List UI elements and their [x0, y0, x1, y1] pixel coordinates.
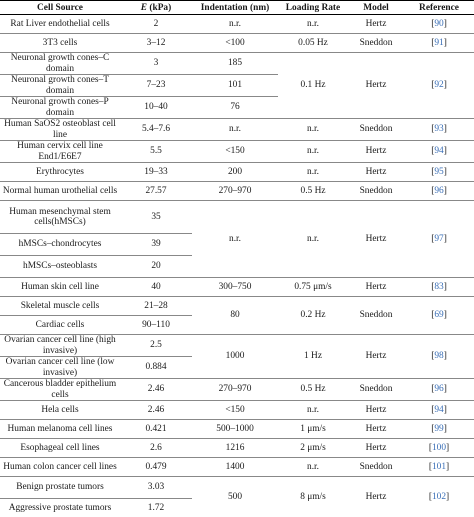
cell-model: Sneddon — [348, 297, 404, 335]
table-row — [0, 420, 474, 439]
cell-rate: n.r. — [278, 119, 348, 141]
reference-link[interactable]: 99 — [434, 424, 443, 434]
table-row — [0, 335, 474, 357]
cell-e: 1.72 — [120, 499, 192, 517]
cell-source: Human mesenchymal stem cells(hMSCs) — [0, 201, 120, 234]
cell-rate: n.r. — [278, 458, 348, 477]
cell-rate: 0.5 Hz — [278, 182, 348, 201]
table-row — [0, 141, 474, 163]
cell-reference: [99] — [404, 420, 474, 439]
cell-indentation: <100 — [192, 34, 278, 53]
reference-link[interactable]: 91 — [434, 38, 443, 48]
cell-source: Ovarian cancer cell line (high invasive) — [0, 335, 120, 357]
cell-indentation: 1000 — [192, 335, 278, 379]
reference-link[interactable]: 96 — [434, 384, 443, 394]
table-row — [0, 477, 474, 499]
cell-source: Aggressive prostate tumors — [0, 499, 120, 517]
cell-indentation: 300–750 — [192, 278, 278, 297]
table-row — [0, 53, 474, 75]
cell-e: 0.421 — [120, 420, 192, 439]
cell-reference: [93] — [404, 119, 474, 141]
cell-source: Cancerous bladder epithelium cells — [0, 379, 120, 401]
cell-e: 27.57 — [120, 182, 192, 201]
reference-link[interactable]: 93 — [434, 124, 443, 134]
cell-e: 3–12 — [120, 34, 192, 53]
cell-e: 3.03 — [120, 477, 192, 499]
cell-e: 2 — [120, 15, 192, 34]
table-row — [0, 163, 474, 182]
table-row — [0, 297, 474, 316]
cell-reference: [69] — [404, 297, 474, 335]
cell-rate: 1 μm/s — [278, 420, 348, 439]
reference-link[interactable]: 98 — [434, 351, 443, 361]
cell-e: 7–23 — [120, 75, 192, 97]
table-row — [0, 182, 474, 201]
cell-model: Hertz — [348, 53, 404, 119]
header-e-kpa — [120, 1, 192, 15]
cell-e: 39 — [120, 234, 192, 256]
cell-model: Hertz — [348, 401, 404, 420]
cell-indentation: 1216 — [192, 439, 278, 458]
reference-link[interactable]: 101 — [432, 462, 446, 472]
cell-indentation: 500 — [192, 477, 278, 517]
cell-source: Erythrocytes — [0, 163, 120, 182]
cell-model: Sneddon — [348, 182, 404, 201]
reference-link[interactable]: 92 — [434, 80, 443, 90]
cell-source: Human colon cancer cell lines — [0, 458, 120, 477]
cell-model: Sneddon — [348, 379, 404, 401]
cell-rate: 8 μm/s — [278, 477, 348, 517]
cell-rate: 0.1 Hz — [278, 53, 348, 119]
cell-model: Hertz — [348, 335, 404, 379]
cell-model: Hertz — [348, 163, 404, 182]
header-loading-rate: Loading Rate — [278, 1, 348, 15]
cell-e: 19–33 — [120, 163, 192, 182]
reference-link[interactable]: 100 — [432, 443, 446, 453]
cell-indentation: n.r. — [192, 119, 278, 141]
cell-e: 0.479 — [120, 458, 192, 477]
reference-link[interactable]: 102 — [432, 492, 446, 502]
table-row — [0, 458, 474, 477]
cell-source: Normal human urothelial cells — [0, 182, 120, 201]
cell-rate: 0.75 μm/s — [278, 278, 348, 297]
cell-e: 35 — [120, 201, 192, 234]
cell-source: Benign prostate tumors — [0, 477, 120, 499]
cell-rate: n.r. — [278, 15, 348, 34]
cell-reference: [94] — [404, 141, 474, 163]
cell-source: Neuronal growth cones–T domain — [0, 75, 120, 97]
cell-source: Skeletal muscle cells — [0, 297, 120, 316]
cell-model: Hertz — [348, 201, 404, 278]
table-row — [0, 119, 474, 141]
cell-reference: [91] — [404, 34, 474, 53]
table-row — [0, 201, 474, 234]
cell-model: Hertz — [348, 439, 404, 458]
cell-indentation: 270–970 — [192, 182, 278, 201]
cell-reference: [95] — [404, 163, 474, 182]
cell-indentation: 200 — [192, 163, 278, 182]
cell-e: 3 — [120, 53, 192, 75]
reference-link[interactable]: 90 — [434, 19, 443, 29]
cell-e: 40 — [120, 278, 192, 297]
cell-rate: 1 Hz — [278, 335, 348, 379]
cell-model: Sneddon — [348, 458, 404, 477]
cell-indentation: 270–970 — [192, 379, 278, 401]
cell-model: Hertz — [348, 278, 404, 297]
cell-e: 2.6 — [120, 439, 192, 458]
cell-model: Hertz — [348, 420, 404, 439]
cell-e: 5.4–7.6 — [120, 119, 192, 141]
table-row — [0, 15, 474, 34]
cell-indentation: 101 — [192, 75, 278, 97]
reference-link[interactable]: 94 — [434, 146, 443, 156]
cell-reference: [102] — [404, 477, 474, 517]
cell-indentation: n.r. — [192, 201, 278, 278]
cell-reference: [96] — [404, 379, 474, 401]
table-row — [0, 401, 474, 420]
cell-reference: [92] — [404, 53, 474, 119]
cell-model: Sneddon — [348, 119, 404, 141]
header-row — [0, 1, 474, 15]
reference-link[interactable]: 69 — [434, 310, 443, 320]
cell-indentation: <150 — [192, 141, 278, 163]
cell-model: Hertz — [348, 141, 404, 163]
cell-reference: [97] — [404, 201, 474, 278]
cell-model: Hertz — [348, 15, 404, 34]
cell-source: Hela cells — [0, 401, 120, 420]
cell-source: hMSCs–chondrocytes — [0, 234, 120, 256]
table-row — [0, 34, 474, 53]
reference-link[interactable]: 95 — [434, 167, 443, 177]
cell-indentation: <150 — [192, 401, 278, 420]
cell-model: Hertz — [348, 477, 404, 517]
table-row — [0, 439, 474, 458]
cell-indentation: n.r. — [192, 15, 278, 34]
cell-indentation: 76 — [192, 97, 278, 119]
cell-rate: 2 μm/s — [278, 439, 348, 458]
cell-rate: n.r. — [278, 163, 348, 182]
reference-link[interactable]: 83 — [434, 282, 443, 292]
header-model: Model — [348, 1, 404, 15]
cell-indentation: 1400 — [192, 458, 278, 477]
cell-indentation: 185 — [192, 53, 278, 75]
reference-link[interactable]: 96 — [434, 186, 443, 196]
table-row — [0, 278, 474, 297]
cell-rate: n.r. — [278, 141, 348, 163]
cell-e: 5.5 — [120, 141, 192, 163]
cell-rate: n.r. — [278, 201, 348, 278]
cell-rate: n.r. — [278, 401, 348, 420]
cell-source: Cardiac cells — [0, 316, 120, 335]
header-cell-source: Cell Source — [0, 1, 120, 15]
reference-link[interactable]: 97 — [434, 234, 443, 244]
cell-source: Human cervix cell line End1/E6E7 — [0, 141, 120, 163]
reference-link[interactable]: 94 — [434, 405, 443, 415]
cell-source: Neuronal growth cones–C domain — [0, 53, 120, 75]
cell-reference: [83] — [404, 278, 474, 297]
cell-source: Human melanoma cell lines — [0, 420, 120, 439]
cell-reference: [90] — [404, 15, 474, 34]
cell-reference: [100] — [404, 439, 474, 458]
cell-e: 2.46 — [120, 379, 192, 401]
cell-e: 2.46 — [120, 401, 192, 420]
cell-source: 3T3 cells — [0, 34, 120, 53]
cell-rate: 0.2 Hz — [278, 297, 348, 335]
cell-model: Sneddon — [348, 34, 404, 53]
cell-rate: 0.05 Hz — [278, 34, 348, 53]
cell-e: 10–40 — [120, 97, 192, 119]
cell-source: Human SaOS2 osteoblast cell line — [0, 119, 120, 141]
cell-source: Neuronal growth cones–P domain — [0, 97, 120, 119]
cell-rate: 0.5 Hz — [278, 379, 348, 401]
cell-indentation: 500–1000 — [192, 420, 278, 439]
cell-indentation: 80 — [192, 297, 278, 335]
cell-reference: [98] — [404, 335, 474, 379]
cell-reference: [94] — [404, 401, 474, 420]
table-row — [0, 379, 474, 401]
cell-source: Ovarian cancer cell line (low invasive) — [0, 357, 120, 379]
cell-source: Rat Liver endothelial cells — [0, 15, 120, 34]
header-reference: Reference — [404, 1, 474, 15]
cell-e: 90–110 — [120, 316, 192, 335]
header-e-symbol: E — [141, 3, 147, 13]
cell-reference: [96] — [404, 182, 474, 201]
cell-source: hMSCs–osteoblasts — [0, 256, 120, 278]
cell-e: 2.5 — [120, 335, 192, 357]
header-indentation: Indentation (nm) — [192, 1, 278, 15]
cell-reference: [101] — [404, 458, 474, 477]
cell-source: Esophageal cell lines — [0, 439, 120, 458]
header-e-unit: (kPa) — [147, 3, 171, 13]
cell-e: 21–28 — [120, 297, 192, 316]
cell-e: 0.884 — [120, 357, 192, 379]
cell-e: 20 — [120, 256, 192, 278]
cell-source: Human skin cell line — [0, 278, 120, 297]
